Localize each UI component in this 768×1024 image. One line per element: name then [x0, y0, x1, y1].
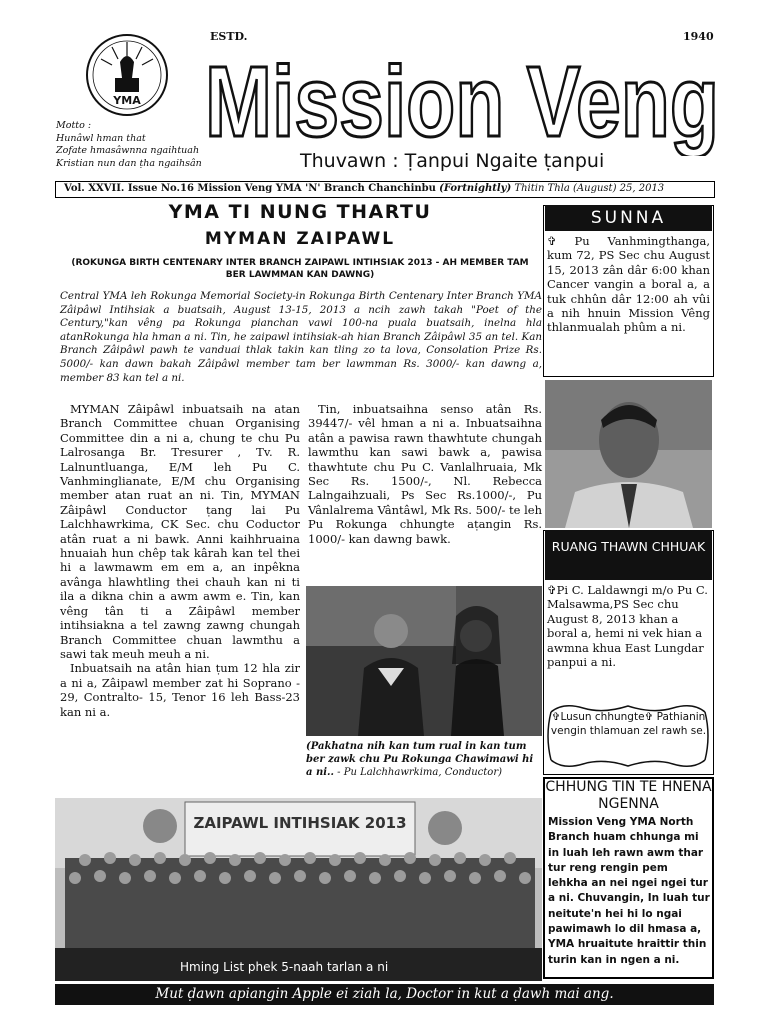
tagline: Thuvawn : Ṭanpui Ngaite ṭanpui: [300, 150, 605, 172]
yma-logo: [82, 32, 172, 118]
paragraph: Inbuatsaih na atân hian ṭum 12 hla zir a ni a, Zâipawl member zat hi Soprano - 29, Contralto- 15, Tenor 16 leh Bass-23 kan ni a.: [60, 661, 300, 719]
headline-secondary: MYMAN ZAIPAWL: [204, 229, 396, 249]
paragraph: MYMAN Zâipâwl inbuatsaih na atan Branch Committee chuan Organising Committee din a ni a, chung te chu Pu Lalrosanga Br. Tresurer , Tv. R. Lalnuntluanga, E/M leh Pu C. Vanhminglianate, E/M chu Organising member atan ruat an ni. Tin, MYMAN Zâipâwl Conductor ṭang lai Pu Lalchhawrkima, CK Sec. chu Coductor atân ruat a ni bawk. Anni kaihhruaina hnuaiah hun chêp tak kârah kan tel thei hi a lawmawm em em a, an inpêkna avânga hlawhtling thei chauh kan ni ti ila a dikna chin a awm awm e. Tin, kan vêng tân ti a Zâipâwl member intihsiakna a tel zawng zawng chungah Branch Committee chuan lawmthu a sawi tak meuh meuh a ni.: [60, 402, 300, 661]
condolence-text: ✞Lusun chhungte✞ Pathianin vengin thlamuan zel rawh se.: [550, 711, 707, 737]
ruang-text: ✞Pi C. Laldawngi m/o Pu C. Malsawma,PS Sec chu August 8, 2013 khan a boral a, hemi ni vek hian a awmna khua East Lungdar panpui a ni.: [547, 583, 708, 670]
paragraph: Tin, inbuatsaihna senso atân Rs. 39447/- vêl hman a ni a. Inbuatsaihna atân a pawisa rawn thawhtute chungah lawmthu kan sawi bawk a, pawisa thawhtute chu Pu C. Vanlalhruaia, Mk Sec Rs. 1500/-, Nl. Rebecca Lalngaihzuali, Ps Sec Rs.1000/-, Pu Vânlalrema Vântâwl, Mk Rs. 500/- te leh Pu Rokunga chhungte aṭangin Rs. 1000/- kan dawng bawk.: [308, 402, 542, 546]
group-photo-caption: Hming List phek 5-naah tarlan a ni: [180, 960, 389, 974]
article-subhead: (ROKUNGA BIRTH CENTENARY INTER BRANCH ZAIPAWL INTIHSIAK 2013 - AH MEMBER TAM BER LAWMMAN KAN DAWNG): [71, 258, 529, 280]
headline-primary: YMA TI NUNG THARTU: [168, 201, 432, 223]
notice-heading: CHHUNG TIN TE HNENA NGENNA: [545, 779, 712, 812]
sunna-text: ✞ Pu Vanhmingthanga, kum 72, PS Sec chu August 15, 2013 zân dâr 6:00 khan Cancer vangin a boral a, a tuk chhûn dâr 12:00 ah vûi a nih hnuin Mission Vêng thlanmualah phûm a ni.: [547, 234, 710, 335]
svg-text:Mission Veng: Mission Veng: [205, 46, 719, 156]
masthead-title: [205, 36, 725, 156]
conductor-photo: [306, 586, 542, 736]
estd-year: 1940: [683, 30, 714, 43]
article-column-1: [60, 402, 300, 719]
notice-text: Mission Veng YMA North Branch huam chhunga mi in luah leh rawn awm thar tur reng rengin pem lehkha an nei ngei ngei tur a ni. Chuvangin, In luah tur neitute'n hei hi lo ngai pawimawh lo dil hmasa a, YMA hruaitute hraittir thin turin kan in ngen a ni.: [548, 816, 710, 966]
choir-group-photo: [55, 798, 542, 981]
footer-quote: Mut ḍawn apiangin Apple ei ziah la, Doctor in kut a ḍawh mai ang.: [55, 984, 714, 1005]
estd-label: ESTD.: [210, 30, 248, 43]
motto: Motto : Hunâwl hman that Zofate hmasâwnna ngaihtuah Kristian nun dan ṭha ngaihsân: [56, 120, 202, 169]
article-column-2: [308, 402, 542, 546]
portrait-photo: [545, 380, 712, 528]
svg-text:ZAIPAWL INTIHSIAK 2013: ZAIPAWL INTIHSIAK 2013: [193, 814, 407, 832]
volume-line: Vol. XXVII. Issue No.16 Mission Veng YMA 'N' Branch Chanchinbu (Fortnightly) Thitin Thla (August) 25, 2013: [55, 181, 715, 198]
photo-caption: (Pakhatna nih kan tum rual in kan tum ber zawk chu Pu Rokunga Chawimawi hi a ni.. - Pu Lalchhawrkima, Conductor): [306, 741, 534, 778]
sunna-heading: SUNNA: [545, 205, 712, 231]
article-intro: Central YMA leh Rokunga Memorial Society-in Rokunga Birth Centenary Inter Branch YMA Zâipâwl Intihsiak a buatsaih, August 13-15, 2013 a ncih zawh takah "Poet of the Century,"kan vêng pa Rokunga pianchan vawi 100-na puala buatsaih, inelna hla atanRokunga hla hman a ni. Tin, he zaipawl intihsiak-ah hian Branch Zâipâwl 35 an tel. Kan Branch Zâipâwl pawh te vanduai thlak takin kan tling zo ta lova, Consolation Prize Rs. 5000/- kan dawn bakah Zâipâwl member tam ber lawmman Rs. 3000/- kan dawng a, member 83 kan tel a ni.: [60, 290, 542, 384]
svg-text:YMA: YMA: [113, 94, 141, 107]
ruang-heading: RUANG THAWN CHHUAK: [545, 530, 712, 580]
